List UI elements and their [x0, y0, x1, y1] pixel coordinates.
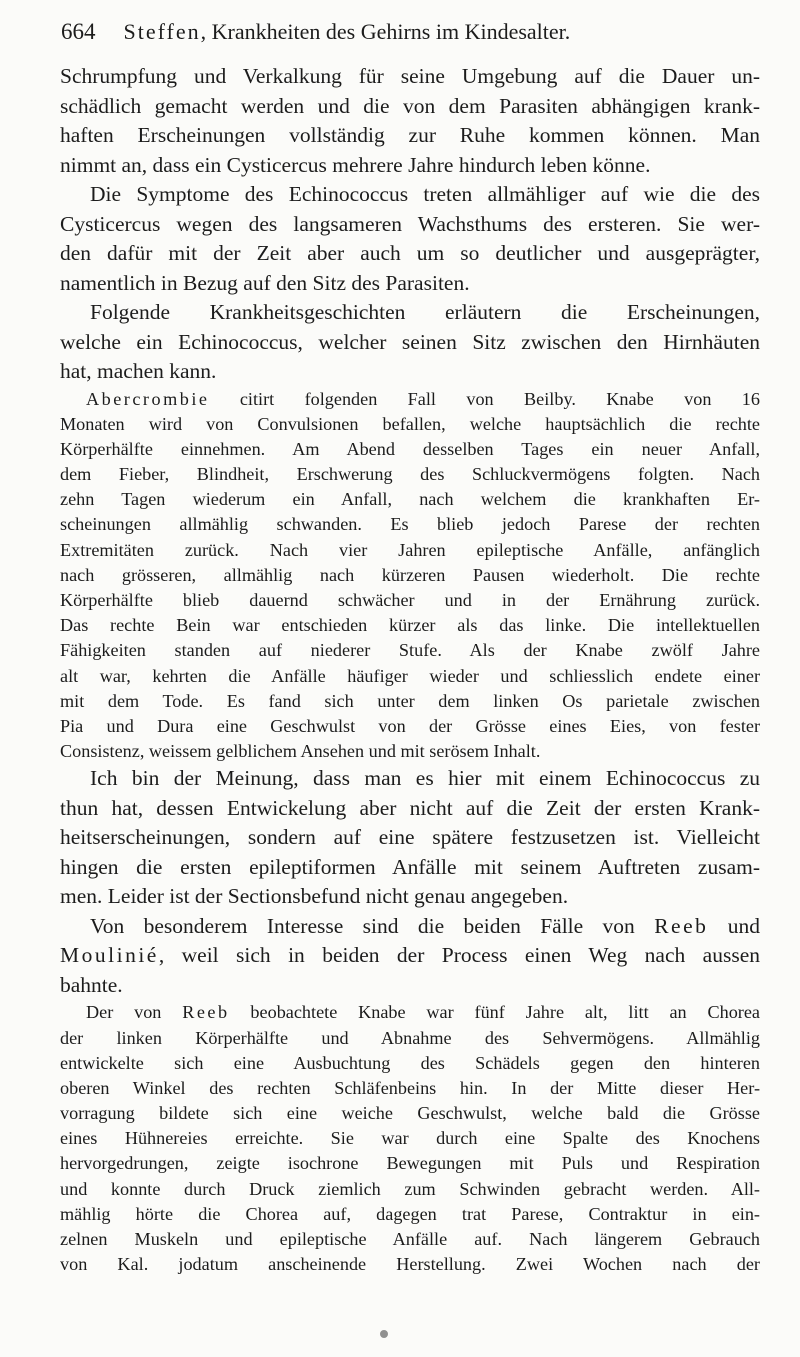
author-name-reeb: Reeb: [182, 1002, 230, 1023]
text-line: Fähigkeiten standen auf niederer Stufe. Als der Knabe zwölf Jahre: [60, 640, 760, 661]
text-line: hingen die ersten epileptiformen Anfälle mit seinem Auftreten zusam-: [60, 854, 760, 879]
text-line: Der von Reeb beobachtete Knabe war fünf Jahre alt, litt an Chorea: [86, 1002, 760, 1023]
author-name-reeb: Reeb: [654, 913, 709, 938]
text-line: zehn Tagen wiederum ein Anfall, nach welchem die krankhaften Er-: [60, 489, 760, 510]
running-header: [61, 12, 751, 52]
text-line: nach grösseren, allmählig nach kürzeren Pausen wiederholt. Die rechte: [60, 564, 760, 585]
text-line: mählig hörte die Chorea auf, dagegen trat Parese, Contraktur in ein-: [60, 1203, 760, 1224]
text-line: scheinungen allmählig schwanden. Es blieb jedoch Parese der rechten: [60, 514, 760, 535]
text-line: Schrumpfung und Verkalkung für seine Umgebung auf die Dauer un-: [60, 64, 760, 88]
text-line: Ich bin der Meinung, dass man es hier mit einem Echinococcus zu: [90, 766, 760, 791]
text-line: Abercrombie citirt folgenden Fall von Beilby. Knabe von 16: [86, 388, 760, 409]
page-number: 664: [61, 19, 96, 44]
text-line: Folgende Krankheitsgeschichten erläutern die Erscheinungen,: [90, 300, 760, 324]
text-line: den dafür mit der Zeit aber auch um so deutlicher und ausgeprägter,: [60, 241, 760, 265]
text-line: Consistenz, weissem gelblichem Ansehen und mit serösem Inhalt.: [60, 741, 541, 762]
text-line: Cysticercus wegen des langsameren Wachsthums des ersteren. Sie wer-: [60, 211, 760, 236]
text-line: schädlich gemacht werden und die von dem Parasiten abhängigen krank-: [60, 93, 760, 118]
text-line: Körperhälfte blieb dauernd schwächer und in der Ernährung zurück.: [60, 590, 760, 610]
text-line: Extremitäten zurück. Nach vier Jahren epileptische Anfälle, anfänglich: [60, 539, 760, 560]
text-line: entwickelte sich eine Ausbuchtung des Schädels gegen den hinteren: [60, 1052, 760, 1073]
text-line: hat, machen kann.: [60, 359, 217, 383]
text-line: namentlich in Bezug auf den Sitz des Parasiten.: [60, 270, 470, 295]
text-line: dem Fieber, Blindheit, Erschwerung des Schluckvermögens folgten. Nach: [60, 464, 760, 485]
text-line: von Kal. jodatum anscheinende Herstellung. Zwei Wochen nach der: [60, 1254, 760, 1275]
text-line: zelnen Muskeln und epileptische Anfälle auf. Nach längerem Gebrauch: [60, 1229, 760, 1249]
text-line: Von besonderem Interesse sind die beiden Fälle von Reeb und: [90, 913, 760, 938]
text-line: und konnte durch Druck ziemlich zum Schwinden gebracht werden. All-: [60, 1178, 760, 1199]
text-line: Moulinié, weil sich in beiden der Process einen Weg nach aussen: [60, 943, 760, 968]
header-author: Steffen: [123, 19, 201, 44]
text-line: Die Symptome des Echinococcus treten allmähliger auf wie die des: [90, 182, 760, 206]
text-line: Pia und Dura eine Geschwulst von der Grösse eines Eies, von fester: [60, 715, 760, 736]
text-line: Das rechte Bein war entschieden kürzer als das linke. Die intellektuellen: [60, 615, 760, 636]
text-line: men. Leider ist der Sectionsbefund nicht genau angegeben.: [60, 884, 569, 909]
text-line: Körperhälfte einnehmen. Am Abend desselben Tages ein neuer Anfall,: [60, 438, 760, 459]
text-line: vorragung bildete sich eine weiche Geschwulst, welche bald die Grösse: [60, 1103, 760, 1124]
header-title: , Krankheiten des Gehirns im Kindesalter.: [200, 19, 571, 44]
text-line: thun hat, dessen Entwickelung aber nicht auf die Zeit der ersten Krank-: [60, 795, 760, 820]
text-line: haften Erscheinungen vollständig zur Ruhe kommen können. Man: [60, 123, 760, 147]
text-line: bahnte.: [60, 972, 123, 997]
text-line: alt war, kehrten die Anfälle häufiger wieder und schliesslich endete einer: [60, 665, 760, 686]
text-line: der linken Körperhälfte und Abnahme des Sehvermögens. Allmählig: [60, 1027, 760, 1048]
text-line: mit dem Tode. Es fand sich unter dem linken Os parietale zwischen: [60, 690, 760, 711]
author-name-abercrombie: Abercrombie: [86, 388, 210, 409]
text-line: heitserscheinungen, sondern auf eine spätere festzusetzen ist. Vielleicht: [60, 825, 760, 850]
text-line: eines Hühnereies erreichte. Sie war durch eine Spalte des Knochens: [60, 1128, 760, 1149]
text-line: welche ein Echinococcus, welcher seinen Sitz zwischen den Hirnhäuten: [60, 329, 760, 354]
print-speck: [380, 1330, 388, 1338]
text-line: nimmt an, dass ein Cysticercus mehrere Jahre hindurch leben könne.: [60, 152, 651, 177]
text-line: hervorgedrungen, zeigte isochrone Bewegungen mit Puls und Respiration: [60, 1153, 760, 1174]
body-text: [60, 62, 760, 1277]
author-name-moulinie: Moulinié: [60, 943, 159, 968]
text-line: Monaten wird von Convulsionen befallen, welche hauptsächlich die rechte: [60, 413, 760, 434]
text-line: oberen Winkel des rechten Schläfenbeins hin. In der Mitte dieser Her-: [60, 1077, 760, 1098]
